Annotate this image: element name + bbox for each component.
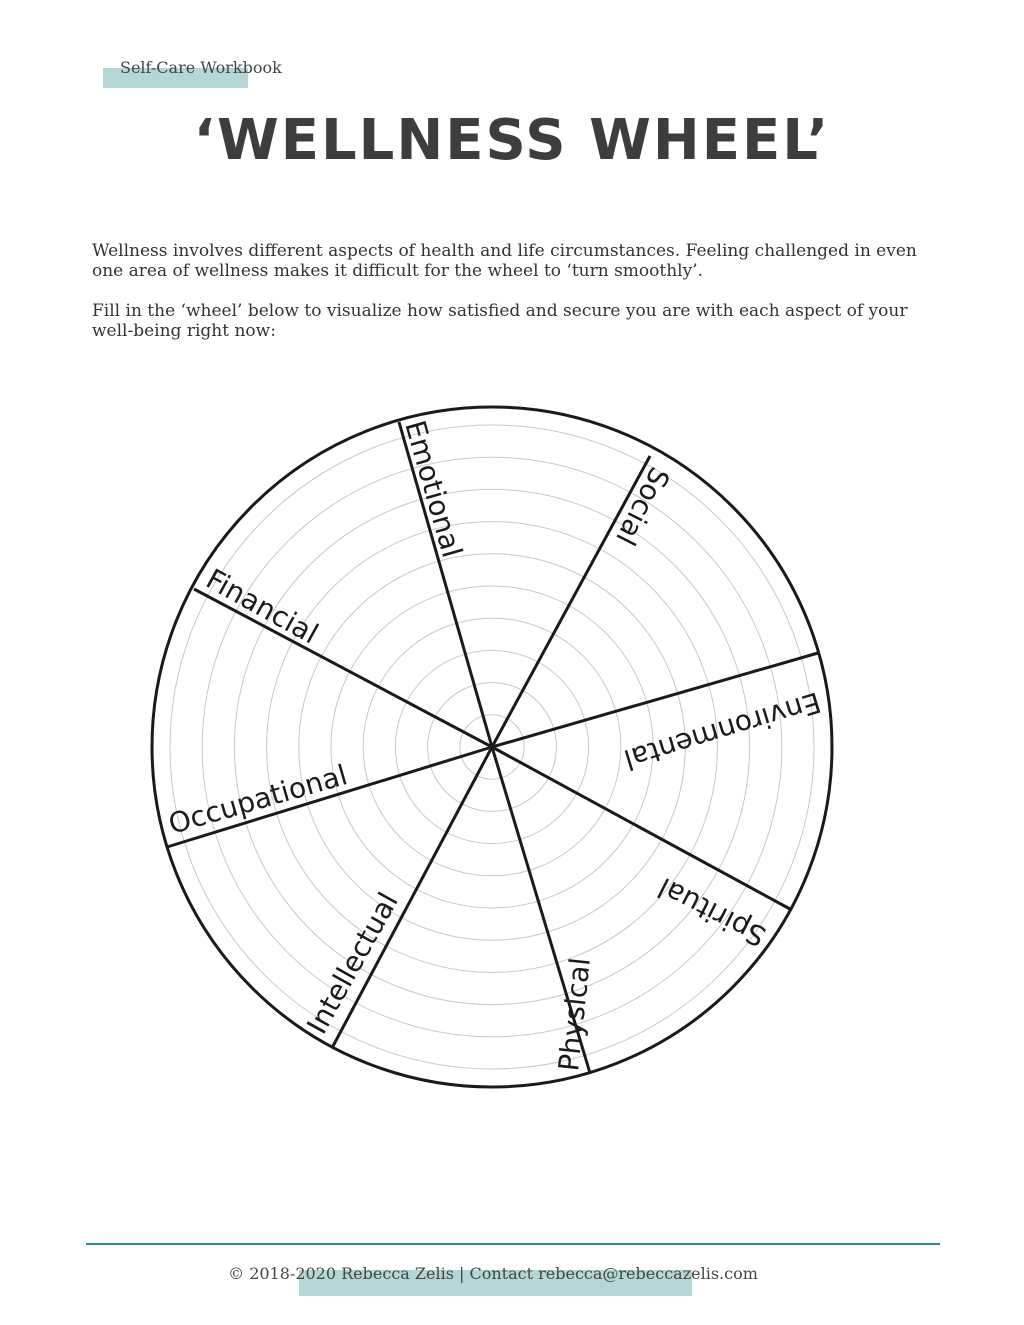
segment-label-physical: Physical: [552, 956, 597, 1073]
footer-copyright: © 2018-2020 Rebecca Zelis | Contact rebecca@rebeccazelis.com: [228, 1264, 758, 1283]
segment-label-emotional: Emotional: [398, 416, 469, 562]
page-title: ‘WELLNESS WHEEL’: [193, 108, 831, 173]
segment-label-financial: Financial: [200, 562, 324, 651]
wheel-spoke: [194, 589, 492, 747]
header-label: Self-Care Workbook: [120, 58, 282, 77]
segment-label-intellectual: Intellectual: [300, 886, 405, 1040]
segment-label-occupational: Occupational: [164, 758, 351, 841]
wheel-spoke: [492, 456, 650, 747]
segment-label-environmental: Environmental: [620, 685, 825, 777]
footer-rule: [86, 1243, 940, 1245]
segment-label-spiritual: Spiritual: [652, 870, 772, 954]
wheel-spoke: [332, 747, 492, 1048]
intro-paragraph-1: Wellness involves different aspects of health and life circumstances. Feeling challenged in even one area of wellness makes it difficult for the wheel to ‘turn smoothly’.: [92, 241, 917, 281]
intro-paragraph-2: Fill in the ‘wheel’ below to visualize how satisfied and secure you are with each aspect of your well-being right now:: [92, 301, 908, 341]
segment-label-social: Social: [609, 461, 677, 551]
